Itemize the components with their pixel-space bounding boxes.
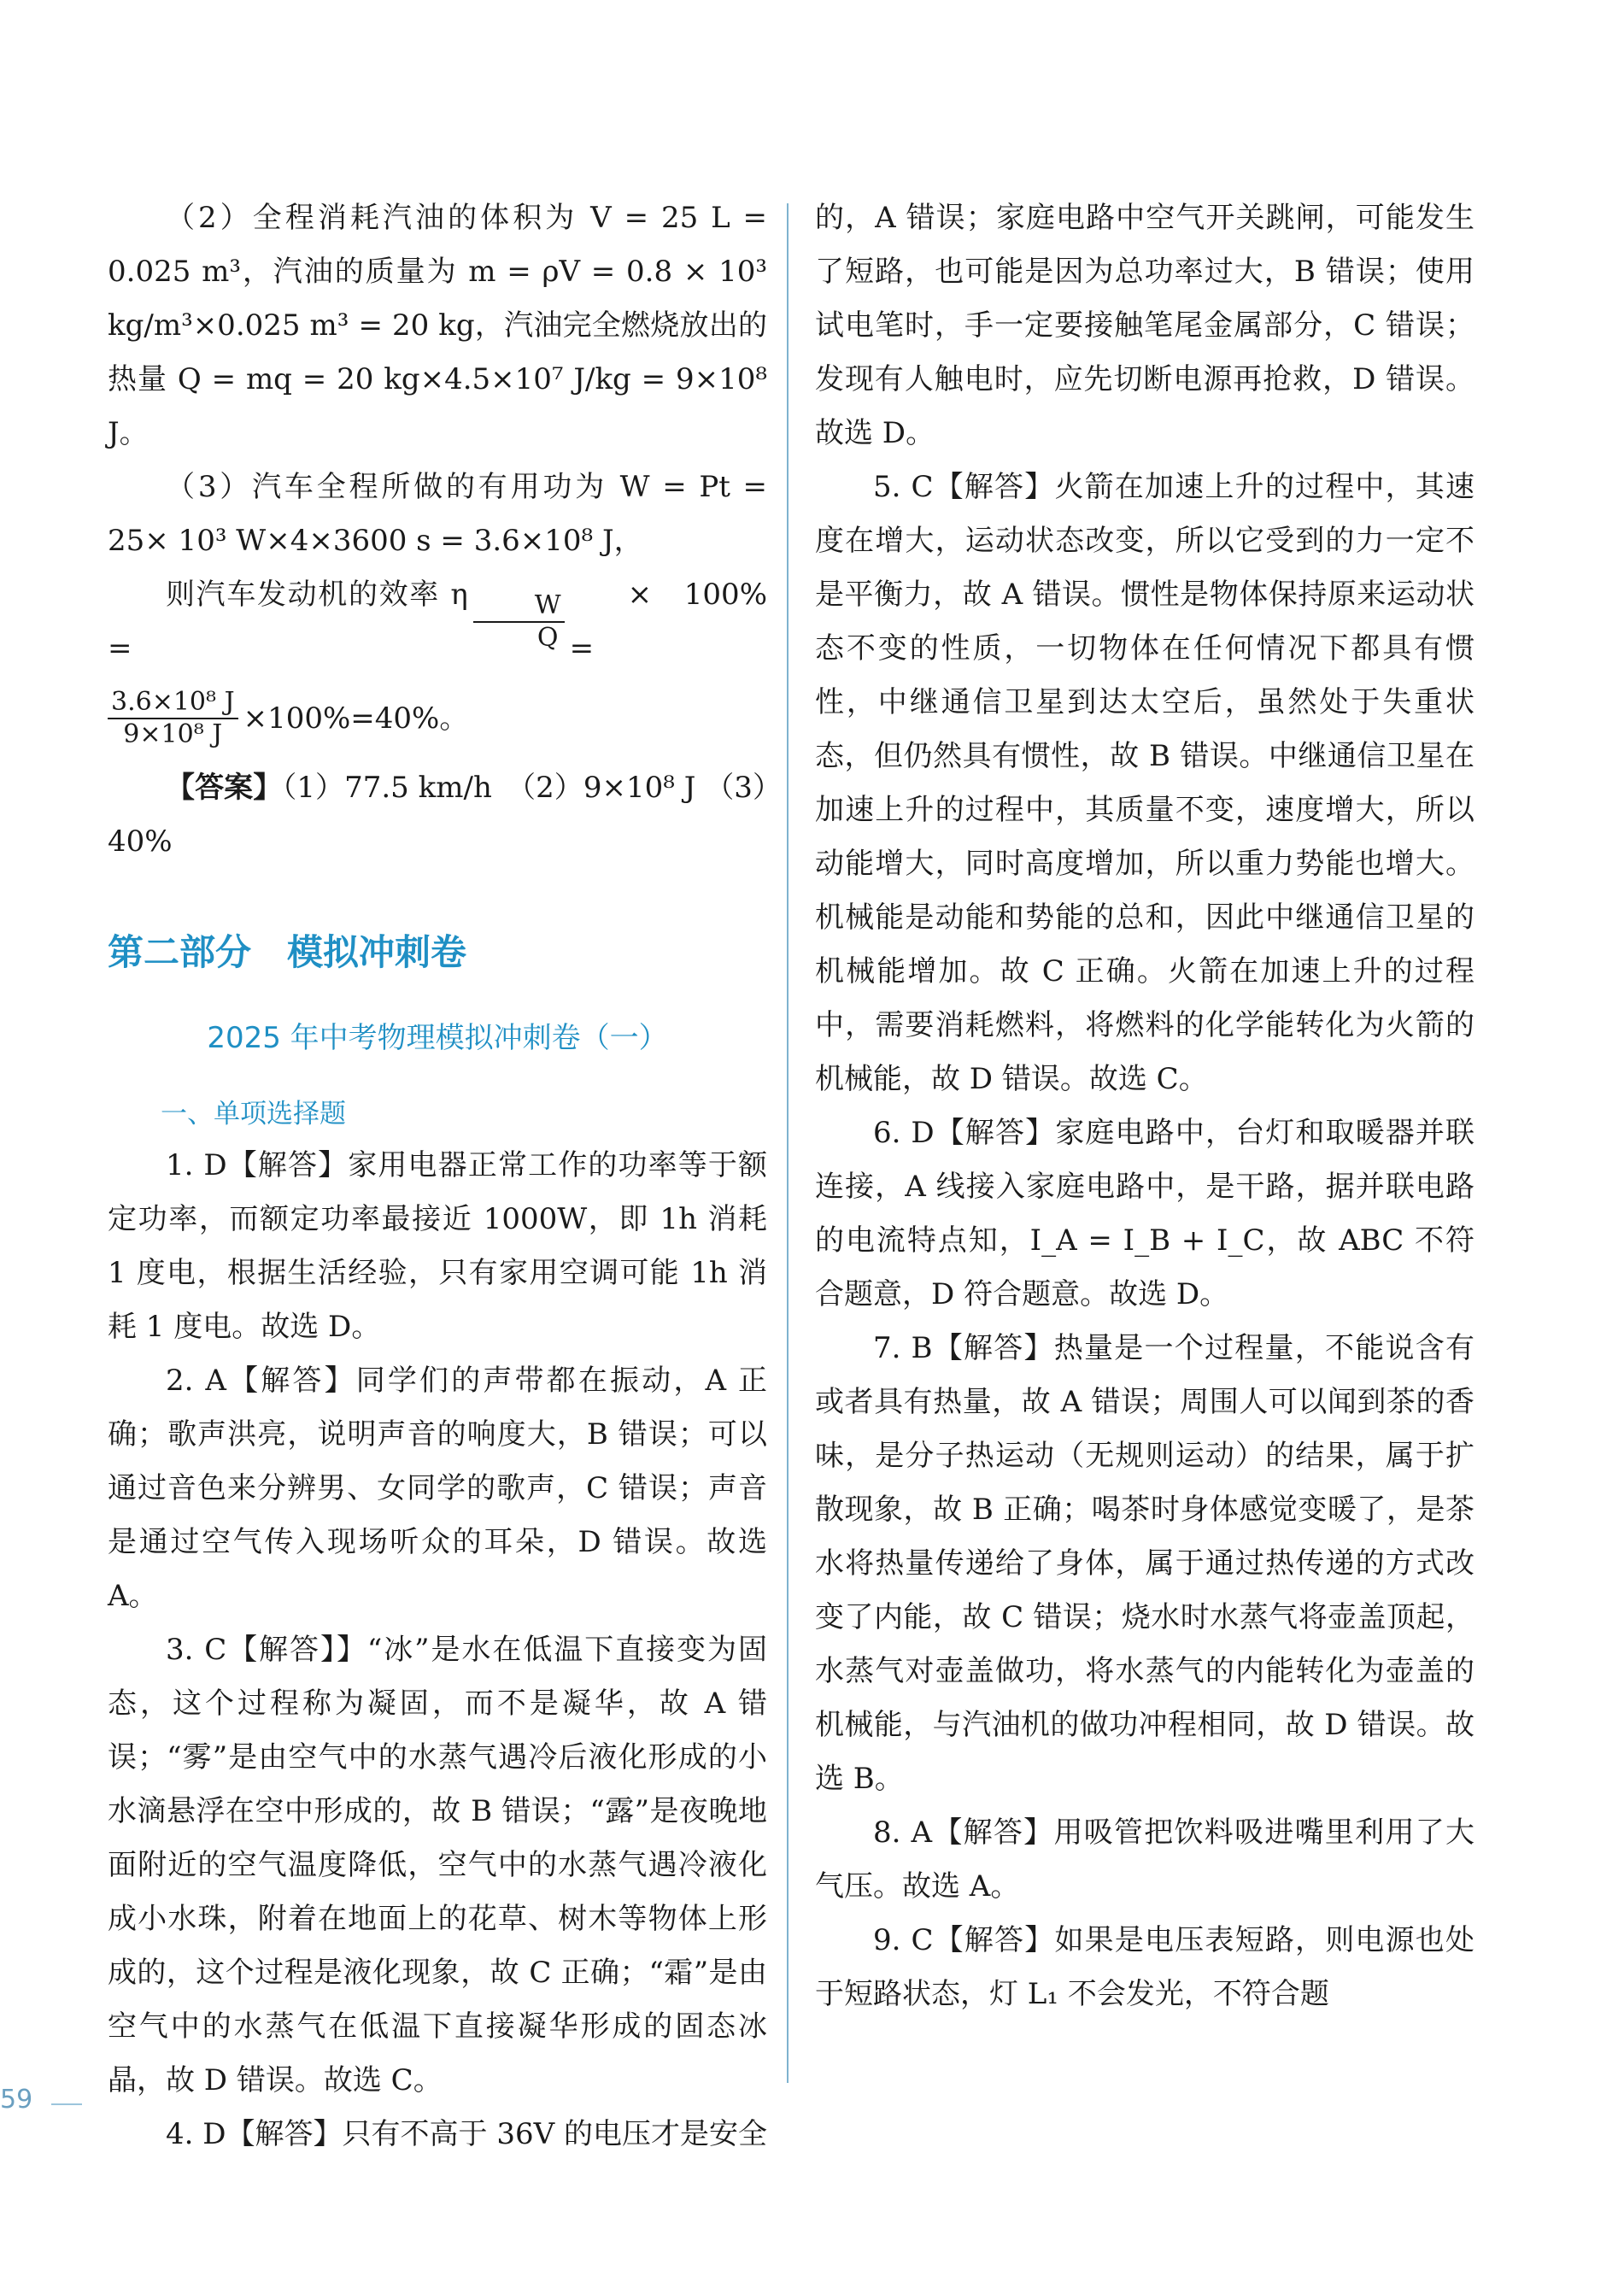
right-column [815,191,1474,2021]
solution-part-2: （2）全程消耗汽油的体积为 V = 25 L = 0.025 m³，汽油的质量为 m = ρV = 0.8 × 10³ kg/m³×0.025 m³ = 20 kg，汽油完全燃烧放出的热量 Q = mq = 20 kg×4.5×10⁷ J/kg = 9×10⁸ J。 [108,201,767,450]
column-divider [787,203,789,2083]
answer-line [108,761,767,869]
fraction-denominator: Q [536,623,559,653]
page-number-rule [51,2103,82,2105]
question-7: 7. B【解答】热量是一个过程量，不能说含有或者具有热量，故 A 错误；周围人可以闻到茶的香味，是分子热运动（无规则运动）的结果，属于扩散现象，故 B 正确；喝茶时身体感觉变暖了，是茶水将热量传递给了身体，属于通过热传递的方式改变了内能，故 C 错误；烧水时水蒸气将壶盖顶起，水蒸气对壶盖做功，将水蒸气的内能转化为壶盖的机械能，与汽油机的做功冲程相同，故 D 错误。故选 B。 [815,1331,1474,1796]
question-9-start: 9. C【解答】如果是电压表短路，则电源也处于短路状态，灯 L₁ 不会发光，不符合题 [815,1923,1474,2011]
section-title: 一、单项选择题 [161,1099,346,1129]
question-8: 8. A【解答】用吸管把饮料吸进嘴里利用了大气压。故选 A。 [815,1816,1474,1904]
efficiency-formula [108,568,767,676]
fraction-numerator: W [473,590,565,623]
question-5: 5. C【解答】火箭在加速上升的过程中，其速度在增大，运动状态改变，所以它受到的力一定不是平衡力，故 A 错误。惯性是物体保持原来运动状态不变的性质，一切物体在任何情况下都具有惯性，中继通信卫星到达太空后，虽然处于失重状态，但仍然具有惯性，故 B 错误。中继通信卫星在加速上升的过程中，其质量不变，速度增大，所以动能增大，同时高度增加，所以重力势能也增大。机械能是动能和势能的总和，因此中继通信卫星的机械能增加。故 C 正确。火箭在加速上升的过程中，需要消耗燃料，将燃料的化学能转化为火箭的机械能，故 D 错误。故选 C。 [815,470,1474,1096]
question-4-start: 4. D【解答】只有不高于 36V 的电压才是安全 [166,2117,767,2151]
answer-label: 【答案】 [166,771,283,805]
part-title: 第二部分 模拟冲刺卷 [108,931,467,973]
exam-title: 2025 年中考物理模拟冲刺卷（一） [207,1021,668,1055]
fraction-w-over-q [473,590,565,654]
fraction-numerator: 3.6×10⁸ J [108,687,238,719]
question-2: 2. A【解答】同学们的声带都在振动，A 正确；歌声洪亮，说明声音的响度大，B 错误；可以通过音色来分辨男、女同学的歌声，C 错误；声音是通过空气传入现场听众的耳朵，D 错误。故选 A。 [108,1364,767,1613]
fraction-result [108,687,238,750]
formula-suffix: × 100% = [569,578,767,666]
page-number: 59 [0,2085,33,2115]
fraction-denominator: 9×10⁸ J [123,719,223,749]
formula-prefix: 则汽车发动机的效率 η = [108,578,468,666]
question-3: 3. C【解答】】“冰”是水在低温下直接变为固态，这个过程称为凝固，而不是凝华，故 A 错误；“雾”是由空气中的水蒸气遇冷后液化形成的小水滴悬浮在空中形成的，故 B 错误；“露”是夜晚地面附近的空气温度降低，空气中的水蒸气遇冷液化成小水珠，附着在地面上的花草、树木等物体上形成的，这个过程是液化现象，故 C 正确；“霜”是由空气中的水蒸气在低温下直接凝华形成的固态冰晶，故 D 错误。故选 C。 [108,1633,767,2097]
efficiency-result [108,676,767,761]
answer-text: （1）77.5 km/h （2）9×10⁸ J （3）40% [108,771,767,859]
question-4-continued: 的，A 错误；家庭电路中空气开关跳闸，可能发生了短路，也可能是因为总功率过大，B 错误；使用试电笔时，手一定要接触笔尾金属部分，C 错误；发现有人触电时，应先切断电源再抢救，D 错误。故选 D。 [815,201,1474,450]
result-suffix: ×100%=40%。 [243,701,469,736]
solution-part-3: （3）汽车全程所做的有用功为 W = Pt = 25× 10³ W×4×3600 s = 3.6×10⁸ J， [108,470,767,558]
question-6: 6. D【解答】家庭电路中，台灯和取暖器并联连接，A 线接入家庭电路中，是干路，据并联电路的电流特点知，I_A = I_B + I_C，故 ABC 不符合题意，D 符合题意。故选 D。 [815,1116,1474,1311]
left-column [108,191,767,2162]
question-1: 1. D【解答】家用电器正常工作的功率等于额定功率，而额定功率最接近 1000W，即 1h 消耗 1 度电，根据生活经验，只有家用空调可能 1h 消耗 1 度电。故选 D。 [108,1148,767,1344]
